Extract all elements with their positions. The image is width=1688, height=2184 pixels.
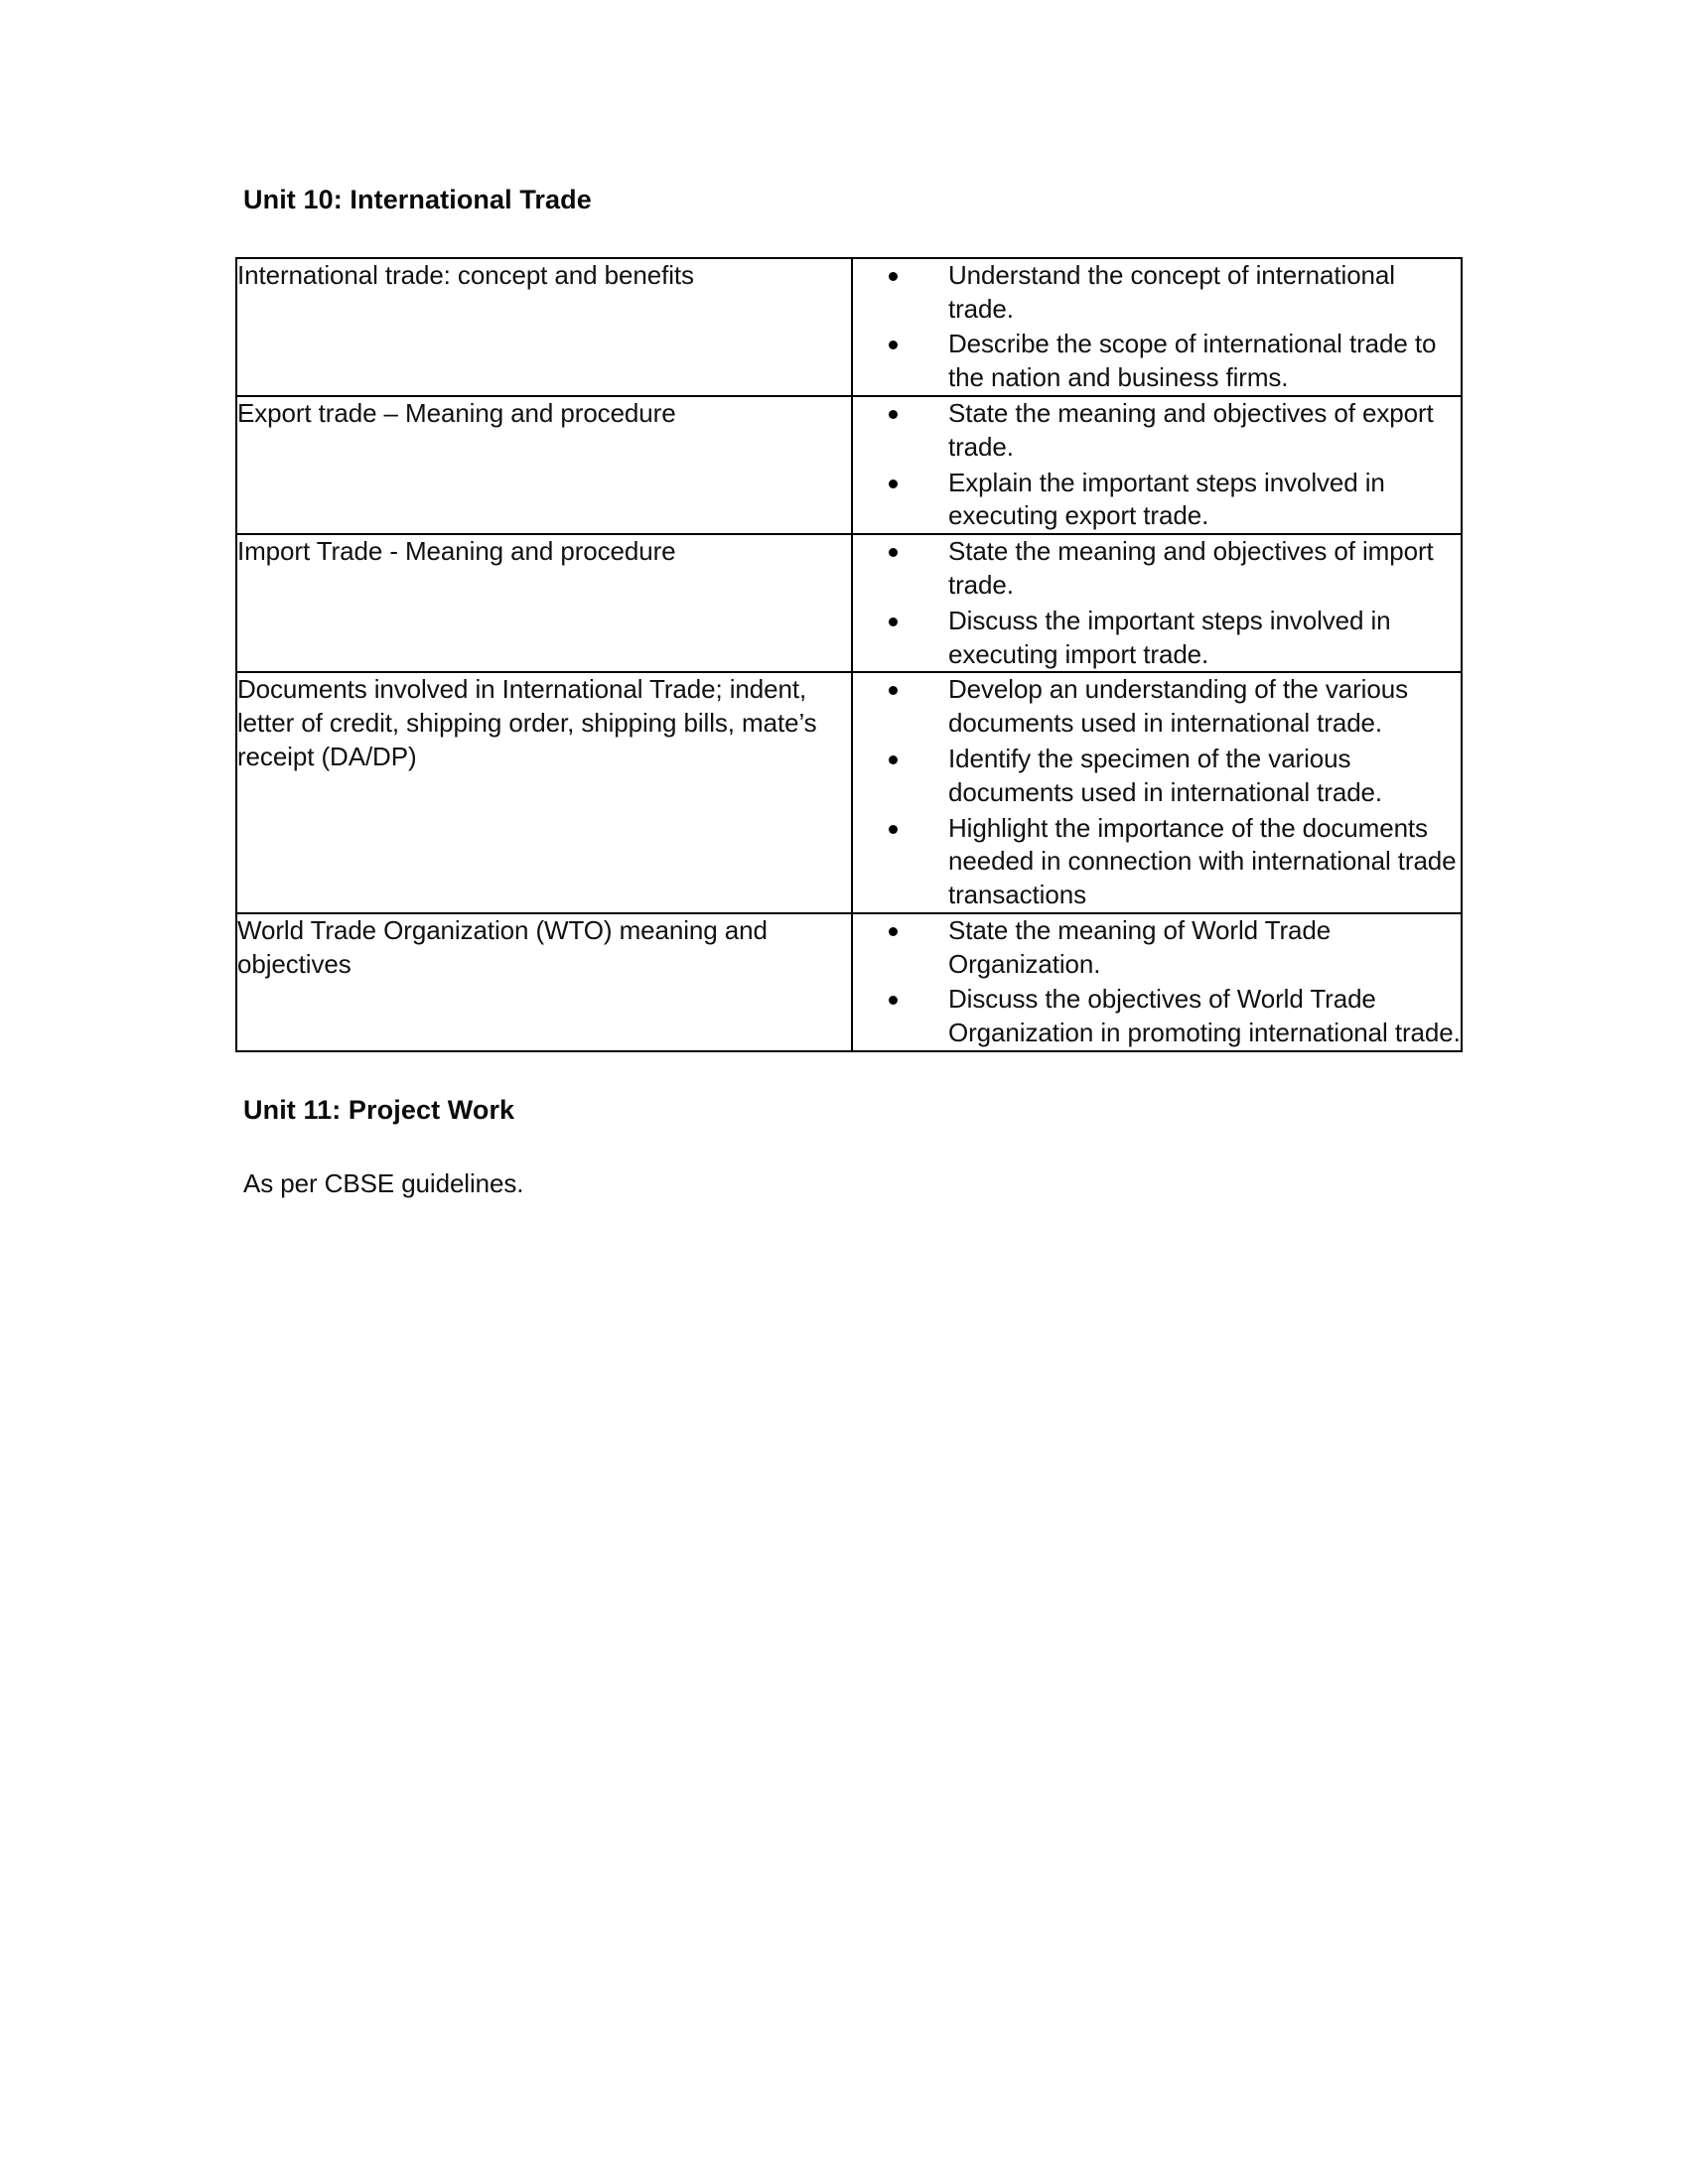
document-content — [235, 184, 1462, 1201]
topic-cell — [236, 396, 852, 534]
bullet-icon — [889, 617, 898, 626]
bullet-icon — [889, 927, 898, 936]
table-row — [236, 258, 1462, 396]
unit-10-heading: Unit 10: International Trade — [243, 185, 592, 214]
outcome-cell — [852, 913, 1462, 1051]
list-item — [853, 328, 1461, 395]
table-row — [236, 913, 1462, 1051]
outcome-text: Understand the concept of international trade. — [948, 259, 1395, 324]
bullet-icon — [889, 548, 898, 557]
list-item — [853, 983, 1461, 1050]
outcome-text: Identify the specimen of the various documents used in international trade. — [948, 743, 1383, 807]
outcome-text: Explain the important steps involved in executing export trade. — [948, 467, 1385, 531]
outcome-text: State the meaning and objectives of export trade. — [948, 397, 1434, 462]
table-bottom-spacer — [235, 1052, 1462, 1094]
bullet-icon — [889, 825, 898, 834]
unit-11-heading: Unit 11: Project Work — [243, 1095, 515, 1126]
bullet-icon — [889, 755, 898, 764]
outcome-cell — [852, 534, 1462, 672]
bullet-icon — [889, 479, 898, 488]
outcome-list — [853, 535, 1461, 671]
outcome-text: Discuss the objectives of World Trade Organization in promoting international trade. — [948, 984, 1461, 1048]
heading2-spacer — [235, 1128, 1462, 1167]
list-item — [853, 535, 1461, 603]
table-row — [236, 534, 1462, 672]
list-item — [853, 673, 1461, 741]
outcome-cell — [852, 258, 1462, 396]
unit-11-body-text: As per CBSE guidelines. — [243, 1167, 524, 1198]
topic-text: Import Trade - Meaning and procedure — [237, 536, 676, 567]
syllabus-table — [235, 257, 1463, 1052]
heading-spacer — [235, 217, 1462, 257]
outcome-list — [853, 259, 1461, 395]
topic-cell — [236, 258, 852, 396]
outcome-text: Highlight the importance of the documents needed in connection with international trade transactions — [948, 812, 1457, 910]
outcome-text: Describe the scope of international trade to the nation and business firms. — [948, 329, 1437, 393]
list-item — [853, 812, 1461, 912]
list-item — [853, 605, 1461, 672]
table-row — [236, 672, 1462, 913]
topic-cell — [236, 672, 852, 913]
bullet-icon — [889, 686, 898, 695]
topic-text: Export trade – Meaning and procedure — [237, 397, 676, 428]
outcome-text: State the meaning of World Trade Organization. — [948, 914, 1332, 979]
outcome-text: Develop an understanding of the various documents used in international trade. — [948, 674, 1408, 739]
outcome-text: Discuss the important steps involved in executing import trade. — [948, 605, 1391, 669]
list-item — [853, 397, 1461, 465]
outcome-cell — [852, 396, 1462, 534]
topic-text: Documents involved in International Trade; indent, letter of credit, shipping order, shipping bills, mate’s receipt (DA/DP) — [237, 674, 817, 771]
bullet-icon — [889, 341, 898, 349]
outcome-list — [853, 397, 1461, 533]
topic-text: International trade: concept and benefits — [237, 259, 694, 290]
list-item — [853, 743, 1461, 810]
topic-cell — [236, 534, 852, 672]
outcome-list — [853, 914, 1461, 1050]
outcome-list — [853, 673, 1461, 912]
table-row — [236, 396, 1462, 534]
bullet-icon — [889, 410, 898, 419]
list-item — [853, 467, 1461, 534]
topic-cell — [236, 913, 852, 1051]
bullet-icon — [889, 272, 898, 281]
outcome-text: State the meaning and objectives of import trade. — [948, 536, 1434, 600]
list-item — [853, 914, 1461, 982]
list-item — [853, 259, 1461, 327]
topic-text: World Trade Organization (WTO) meaning and objectives — [237, 914, 768, 979]
syllabus-table-body — [236, 258, 1462, 1051]
bullet-icon — [889, 996, 898, 1005]
outcome-cell — [852, 672, 1462, 913]
